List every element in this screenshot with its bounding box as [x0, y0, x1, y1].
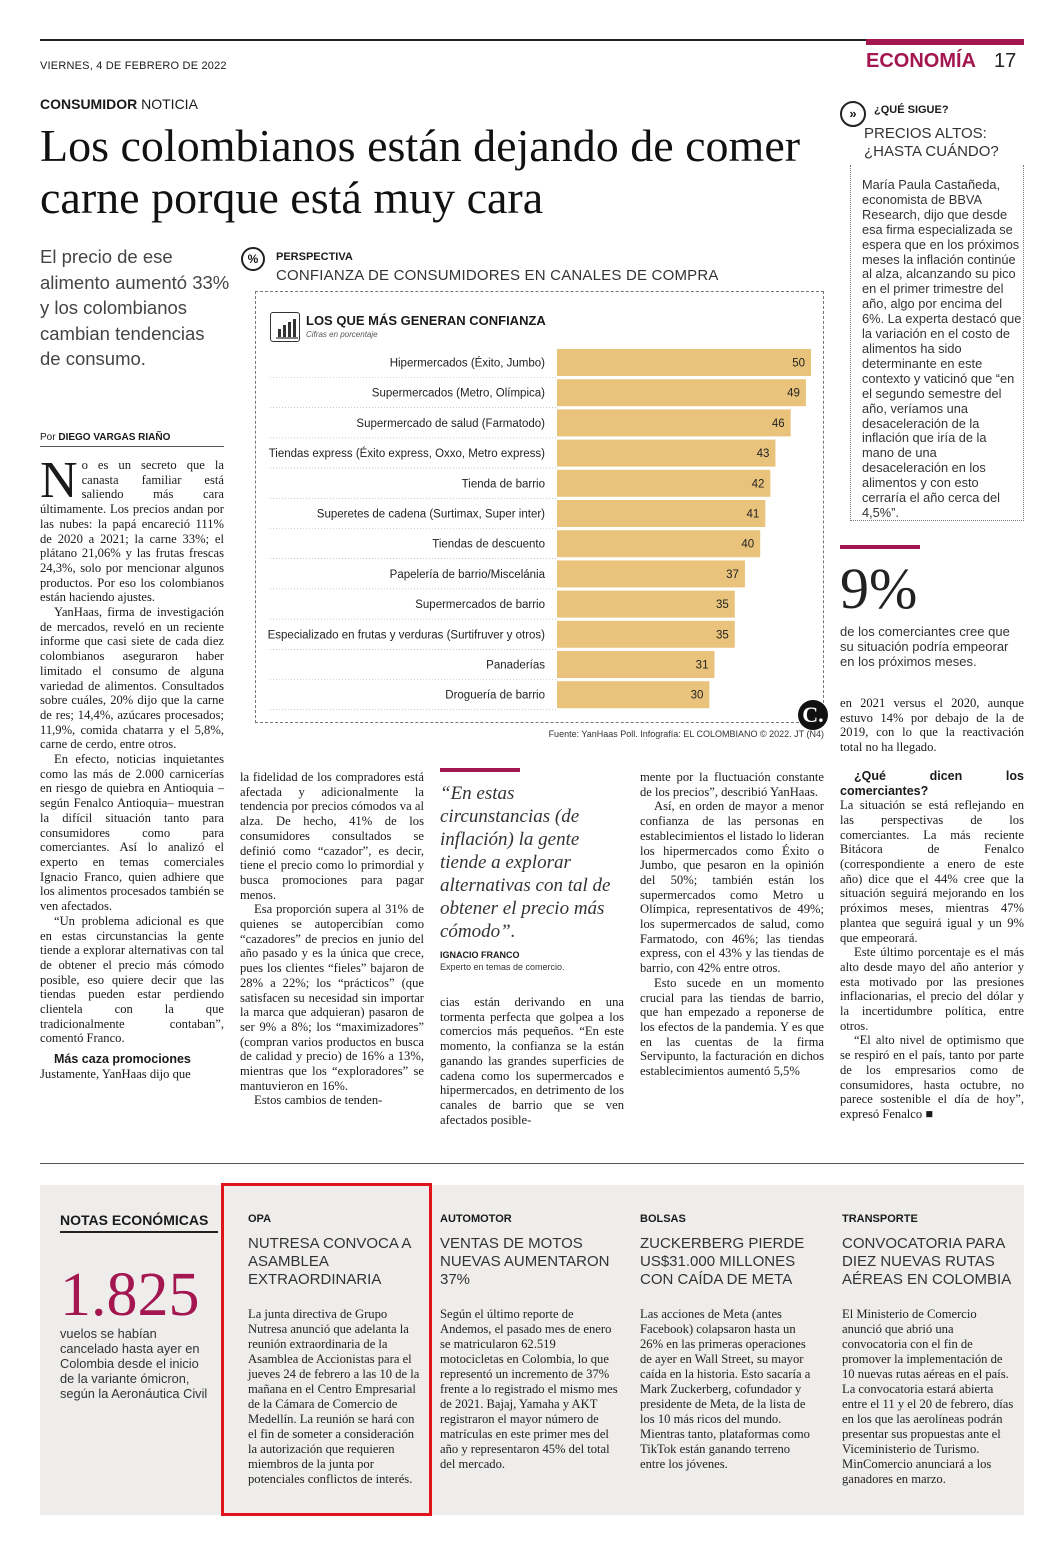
- chart-value-label: 37: [726, 568, 739, 581]
- chart-category-label: Panaderías: [486, 659, 545, 672]
- kicker-category: CONSUMIDOR: [40, 96, 138, 112]
- col1-paragraph: YanHaas, firma de investigación de mercados, reveló en un reciente informe que casi siete de cada diez colombianos aseguraron haber limitado el consumo de alguna variedad de alimentos. Consultados sobre cuáles, 20% dijo que la carne de res; 14,4%, azúcares procesados; 11,9%, comida chatarra y el 5,8%, carne de cerdo, entre otros.: [40, 605, 224, 752]
- note-kicker: OPA: [248, 1213, 272, 1225]
- chart-value-label: 50: [792, 357, 805, 370]
- byline-rule: [40, 446, 224, 447]
- chart-value-label: 41: [746, 508, 760, 521]
- col4-paragraph: mente por la fluctuación constante de los precios”, describió YanHaas.: [640, 770, 824, 799]
- sidebar-label: ¿QUÉ SIGUE?: [874, 104, 949, 116]
- col5-paragraph: La situación se está reflejando en las perspectivas de los comerciantes. La más reciente Bitácora de Fenalco (correspondiente a enero de este año) dice que el 44% cree que la situación seguirá mejorando en los próximos meses, mientras 47% plantea que seguirá igual y un 9% que empeorará.: [840, 798, 1024, 945]
- chart-bar: [557, 349, 811, 376]
- chart-category-label: Tienda de barrio: [461, 478, 545, 491]
- notes-label: NOTAS ECONÓMICAS: [60, 1212, 209, 1228]
- subhead: Más caza promociones: [54, 1052, 191, 1067]
- notes-top-rule: [40, 1163, 1024, 1164]
- chart-category-label: Especializado en frutas y verduras (Surtifruver y otros): [267, 629, 545, 642]
- end-mark: ■: [925, 1106, 933, 1121]
- chart-title: LOS QUE MÁS GENERAN CONFIANZA: [306, 313, 546, 328]
- article-kicker: [40, 96, 198, 112]
- chart-category-label: Tiendas de descuento: [432, 538, 545, 551]
- subhead: ¿Qué dicen los comerciantes?: [840, 768, 1024, 798]
- stat-rule: [840, 545, 920, 549]
- chart-bar: [557, 560, 745, 587]
- chart-value-label: 31: [695, 659, 709, 672]
- chart-value-label: 35: [716, 599, 729, 612]
- note-title: CONVOCATORIA PARA DIEZ NUEVAS RUTAS AÉREAS EN COLOMBIA: [842, 1235, 1012, 1288]
- article-column-1: [40, 452, 224, 1082]
- chart-value-label: 43: [756, 448, 770, 461]
- chart-block-label: PERSPECTIVA: [276, 251, 353, 263]
- chart-bar: [557, 440, 775, 467]
- stat-caption: de los comerciantes cree que su situación podría empeorar en los próximos meses.: [840, 624, 1010, 669]
- byline: [40, 432, 170, 443]
- chart-bar: [557, 409, 791, 436]
- chart-bar: [557, 591, 735, 618]
- newspaper-logo: C.: [798, 700, 828, 730]
- chart-value-label: 30: [690, 689, 704, 702]
- note-body: El Ministerio de Comercio anunció que abrió una convocatoria con el fin de promover la implementación de 10 nuevas rutas aéreas en el país. La convocatoria estará abierta entre el 11 y el 20 de febrero, días en los que las aerolíneas podrán presentar sus propuestas ante el Viceministerio de Turismo. MinComercio anunciará a los ganadores en marzo.: [842, 1307, 1014, 1486]
- chart-bar: [557, 621, 735, 648]
- bar-chart: [256, 345, 822, 715]
- col5-paragraph: Este último porcentaje es el más alto desde mayo del año anterior y esta motivado por las presiones inflacionarias, el precio del dólar y la incertidumbre política, entre otros.: [840, 945, 1024, 1033]
- notes-stat-caption: vuelos se habían cancelado hasta ayer en Colombia desde el inicio de la variante ómicron, según la Aeronáutica Civil: [60, 1326, 208, 1401]
- chart-category-label: Supermercados (Metro, Olímpica): [371, 387, 545, 400]
- note-title: VENTAS DE MOTOS NUEVAS AUMENTARON 37%: [440, 1235, 610, 1288]
- col5-paragraph: “El alto nivel de optimismo que se respiró en el país, tanto por parte de los empresarios como de consumidores, hasta octubre, no parece sostenible el día de hoy”, expresó Fenalco ■: [840, 1033, 1024, 1121]
- article-column-5: [840, 696, 1024, 1122]
- chart-block-heading: CONFIANZA DE CONSUMIDORES EN CANALES DE COMPRA: [276, 267, 719, 284]
- col2-paragraph: Esa proporción supera al 31% de quienes se autopercibían como “cazadores” de precios en junio del año pasado y es la única que crece, pues los clientes “fieles” bajaron de 28% a 22%; los “prácticos” (que satisfacen su necesidad sin importar la marca que adquieran) pasaron de ser 9% a 8%; los “maximizadores” (compran varios productos en busca de calidad y precio) de 16% a 13%, mientras que los “exploradores” se mantuvieron en 16%.: [240, 902, 424, 1093]
- article-column-3: [440, 995, 624, 1127]
- note-body: Según el último reporte de Andemos, el pasado mes de enero se matricularon 62.519 motocicletas en Colombia, lo que representó un incremento de 37% frente a lo registrado el mismo mes de 2021. Bajaj, Yamaha y AKT registraron el mayor número de matrículas en este primer mes del año y representaron 45% del total del mercado.: [440, 1307, 618, 1471]
- percent-icon: %: [241, 247, 265, 271]
- note-title: ZUCKERBERG PIERDE US$31.000 MILLONES CON CAÍDA DE META: [640, 1235, 805, 1288]
- bar-chart-icon: [270, 312, 300, 342]
- col2-paragraph: Estos cambios de tenden-: [254, 1093, 383, 1108]
- chart-category-label: Tiendas express (Éxito express, Oxxo, Metro express): [268, 448, 545, 461]
- chart-subtitle: Cifras en porcentaje: [306, 330, 378, 339]
- chart-bar: [557, 379, 806, 406]
- chart-bar: [557, 681, 709, 708]
- note-kicker: BOLSAS: [640, 1213, 686, 1225]
- note-body: La junta directiva de Grupo Nutresa anunció que adelanta la reunión extraordinaria de la Asamblea de Accionistas para el jueves 24 de febrero a las 10 de la mañana en el Centro Empresarial de la Cámara de Comercio de Medellín. La reunión se hará con el fin de someter a consideración la autorización que requieren miembros de la junta por potenciales conflictos de interés.: [248, 1307, 420, 1486]
- stat-value: 9%: [840, 556, 918, 621]
- col1-paragraph: o es un secreto que la canasta familiar está saliendo más cara últimamente. Los precios andan por las nubes: la papá encareció 111% de 2020 a 2021; la carne 33%; el plátano 21,06% y las frutas frescas 24,3%, solo por mencionar algunos productos. Por eso los colombianos están haciendo ajustes.: [40, 458, 224, 605]
- section-tab: [866, 39, 1024, 45]
- col1-paragraph: En efecto, noticias inquietantes como las más de 2.000 carnicerías en riesgo de quiebra en Antioquia –según Fenalco Antioquia– muestran la difícil situación tanto para consumidores como para comerciantes. Así lo analizó el experto en temas comerciales Ignacio Franco, quien adhiere que los alimentos procesados también se ven afectados.: [40, 752, 224, 914]
- notes-stat-value: 1.825: [60, 1261, 200, 1329]
- chart-category-label: Hipermercados (Éxito, Jumbo): [389, 357, 545, 370]
- note-title: NUTRESA CONVOCA A ASAMBLEA EXTRAORDINARIA: [248, 1235, 411, 1288]
- chart-category-label: Superetes de cadena (Surtimax, Super inter): [316, 508, 545, 521]
- quote-role: Experto en temas de comercio.: [440, 962, 565, 972]
- quote-author: IGNACIO FRANCO: [440, 950, 520, 960]
- lead-text: El precio de ese alimento aumentó 33% y los colombianos cambian tendencias de consumo.: [40, 246, 230, 369]
- chart-category-label: Supermercados de barrio: [415, 599, 545, 612]
- sidebar-body: María Paula Castañeda, economista de BBVA Research, dijo que desde esa firma especializada se espera que en los próximos meses la inflación continúe al alza, alcanzando su pico en el primer trimestre del año, algo por encima del 6%. La experta destacó que la variación en el costo de alimentos ha sido determinante en este contexto y vaticinó que “en el segundo semestre del año, veríamos una desaceleración de la inflación que iría de la mano de una desaceleración en los alimentos y con esto cerraría el año cerca del 4,5%”.: [862, 177, 1022, 520]
- chart-bar: [557, 500, 765, 527]
- col2-paragraph: la fidelidad de los compradores está afectada y adicionalmente la tendencia por precios cómodos va al alza. De hecho, 41% de los consumidores consultados se definió como “cazador”, es decir, tiene el precio como lo primordial y busca promociones para pagar menos.: [240, 770, 424, 902]
- byline-prefix: Por: [40, 432, 56, 443]
- col1-paragraph: “Un problema adicional es que en estas circunstancias la gente tiende a explorar alternativas con tal de obtener el precio más cómodo posible, eso quiere decir que las tiendas pueden estar perdiendo clientela con la que tradicionalmente contaban”, comentó Franco.: [40, 913, 224, 1046]
- chart-category-label: Papelería de barrio/Miscelánia: [389, 568, 545, 581]
- quote-rule: [440, 768, 520, 772]
- col3-paragraph: cias están derivando en una tormenta perfecta que golpea a los comercios más pequeños. “En este momento, la confianza se la están ganando las grandes superficies de cadena como los supermercados e hipermercados, en detrimento de los canales de barrio que se ven afectados posible-: [440, 995, 624, 1127]
- col5-paragraph: en 2021 versus el 2020, aunque estuvo 14% por debajo de la de 2019, con lo que la reactivación total no ha llegado.: [840, 696, 1024, 755]
- chart-bar: [557, 530, 760, 557]
- chart-source: Fuente: YanHaas Poll. Infografía: EL COLOMBIANO © 2022. JT (N4): [548, 729, 824, 739]
- chart-value-label: 42: [751, 478, 765, 491]
- chart-value-label: 46: [771, 417, 785, 430]
- chart-bar: [557, 651, 714, 678]
- issue-date: VIERNES, 4 DE FEBRERO DE 2022: [40, 60, 227, 72]
- chart-value-label: 40: [741, 538, 755, 551]
- chart-bar: [557, 470, 770, 497]
- headline: Los colombianos están dejando de comer carne porque está muy cara: [40, 120, 801, 223]
- chart-category-label: Droguería de barrio: [445, 689, 545, 702]
- section-name: ECONOMÍA: [866, 50, 976, 72]
- note-body: Las acciones de Meta (antes Facebook) colapsaron hasta un 26% en las primeras operaciones de ayer en Wall Street, su mayor caída en la historia. Esto sacaría a Mark Zuckerberg, cofundador y presidente de Meta, de la lista de los 10 más ricos del mundo. Mientras tanto, plataformas como TikTok están ganando terreno entre los jóvenes.: [640, 1307, 811, 1471]
- article-column-2: [240, 770, 424, 1108]
- note-kicker: AUTOMOTOR: [440, 1213, 512, 1225]
- chart-value-label: 35: [716, 629, 729, 642]
- highlight-box: [221, 1183, 432, 1516]
- chart-category-label: Supermercado de salud (Farmatodo): [356, 417, 545, 430]
- dropcap: N: [40, 452, 78, 509]
- double-chevron-icon: »: [840, 101, 866, 127]
- notes-label-rule: [60, 1231, 218, 1233]
- sidebar-title: PRECIOS ALTOS: ¿HASTA CUÁNDO?: [864, 125, 999, 160]
- chart-value-label: 49: [787, 387, 800, 400]
- byline-author: DIEGO VARGAS RIAÑO: [58, 432, 171, 443]
- col4-paragraph: Esto sucede en un momento crucial para las tiendas de barrio, que han empezado a reponerse de los efectos de la pandemia. Y es que en las cuentas de la firma Servipunto, la facturación en dichos establecimientos aumentó 5,5%: [640, 975, 824, 1079]
- col1-paragraph: Justamente, YanHaas dijo que: [40, 1066, 191, 1081]
- kicker-type: NOTICIA: [141, 96, 198, 112]
- note-kicker: TRANSPORTE: [842, 1213, 918, 1225]
- page-number: 17: [994, 50, 1017, 72]
- col4-paragraph: Así, en orden de mayor a menor confianza de las personas en establecimientos el listado lo lideran los hipermercados como Éxito o Jumbo, que pesaron en la opinión del 50%; también están los supermercados como Metro u Olímpica, representativos de 49%; los supermercados de salud, como Farmatodo, con 46%; las tiendas express, con el 43% y las tiendas de barrio, con 42% entre otros.: [640, 799, 824, 976]
- article-column-4: [640, 770, 824, 1079]
- pull-quote: “En estas circunstancias (de inflación) la gente tiende a explorar alternativas con tal de obtener el precio más cómodo”.: [440, 783, 611, 942]
